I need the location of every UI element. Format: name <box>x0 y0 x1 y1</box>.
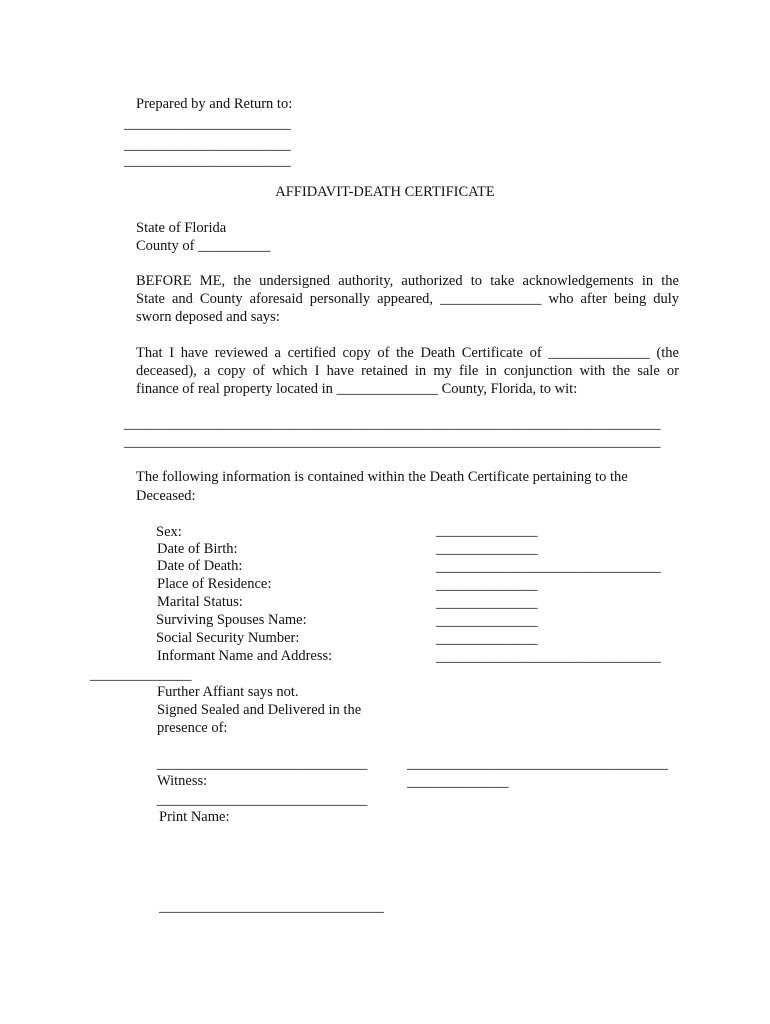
affiant-sub-line[interactable]: ______________ <box>407 774 509 790</box>
field-blank-sex[interactable]: ______________ <box>436 523 538 539</box>
venue-county: County of __________ <box>136 238 271 254</box>
print-name-line[interactable]: _____________________________ <box>157 792 368 808</box>
review-line-1: That I have reviewed a certified copy of the Death Certificate of ______________ (the <box>136 345 679 361</box>
field-blank-dob[interactable]: ______________ <box>436 541 538 557</box>
presence-of-text: presence of: <box>157 720 228 736</box>
further-affiant-text: Further Affiant says not. <box>157 684 299 700</box>
field-label-marital: Marital Status: <box>157 594 243 610</box>
field-blank-informant[interactable]: _______________________________ <box>436 649 661 665</box>
prepared-by-label: Prepared by and Return to: <box>136 96 293 112</box>
field-blank-spouse[interactable]: ______________ <box>436 613 538 629</box>
info-intro-line-2: Deceased: <box>136 488 196 504</box>
before-me-line-3: sworn deposed and says: <box>136 309 280 325</box>
return-to-line-3[interactable]: _______________________ <box>124 153 291 169</box>
return-to-line-2[interactable]: _______________________ <box>124 137 291 153</box>
field-label-residence: Place of Residence: <box>157 576 272 592</box>
field-blank-dod[interactable]: _______________________________ <box>436 559 661 575</box>
field-blank-ssn[interactable]: ______________ <box>436 631 538 647</box>
witness-label: Witness: <box>157 773 208 789</box>
field-blank-marital[interactable]: ______________ <box>436 595 538 611</box>
field-label-dod: Date of Death: <box>157 558 243 574</box>
stray-blank-line[interactable]: ______________ <box>90 667 192 683</box>
field-label-sex: Sex: <box>156 524 182 540</box>
field-label-spouse: Surviving Spouses Name: <box>156 612 307 628</box>
legal-description-line-1[interactable]: _________________________________________________________________________ <box>124 416 661 432</box>
review-line-3: finance of real property located in ______________ County, Florida, to wit: <box>136 381 578 397</box>
legal-description-line-2[interactable]: _________________________________________________________________________ <box>124 434 661 450</box>
field-label-informant: Informant Name and Address: <box>157 648 333 664</box>
review-line-2: deceased), a copy of which I have retained in my file in conjunction with the sale or <box>136 363 679 379</box>
witness-signature-line[interactable]: _____________________________ <box>157 756 368 772</box>
before-me-line-2: State and County aforesaid personally appeared, ______________ who after being duly <box>136 291 679 307</box>
affiant-signature-line[interactable]: ____________________________________ <box>407 756 668 772</box>
venue-state: State of Florida <box>136 220 227 236</box>
review-paragraph <box>136 344 679 398</box>
before-me-paragraph <box>136 272 679 326</box>
bottom-signature-line[interactable]: _______________________________ <box>159 899 384 915</box>
field-label-dob: Date of Birth: <box>157 541 238 557</box>
field-blank-residence[interactable]: ______________ <box>436 577 538 593</box>
document-title: AFFIDAVIT-DEATH CERTIFICATE <box>275 184 495 200</box>
signed-sealed-text: Signed Sealed and Delivered in the <box>157 702 362 718</box>
field-label-ssn: Social Security Number: <box>156 630 300 646</box>
info-intro-line-1: The following information is contained within the Death Certificate pertaining to the <box>136 469 628 485</box>
print-name-label: Print Name: <box>159 809 230 825</box>
return-to-line-1[interactable]: _______________________ <box>124 116 291 132</box>
before-me-line-1: BEFORE ME, the undersigned authority, authorized to take acknowledgements in the <box>136 273 679 289</box>
